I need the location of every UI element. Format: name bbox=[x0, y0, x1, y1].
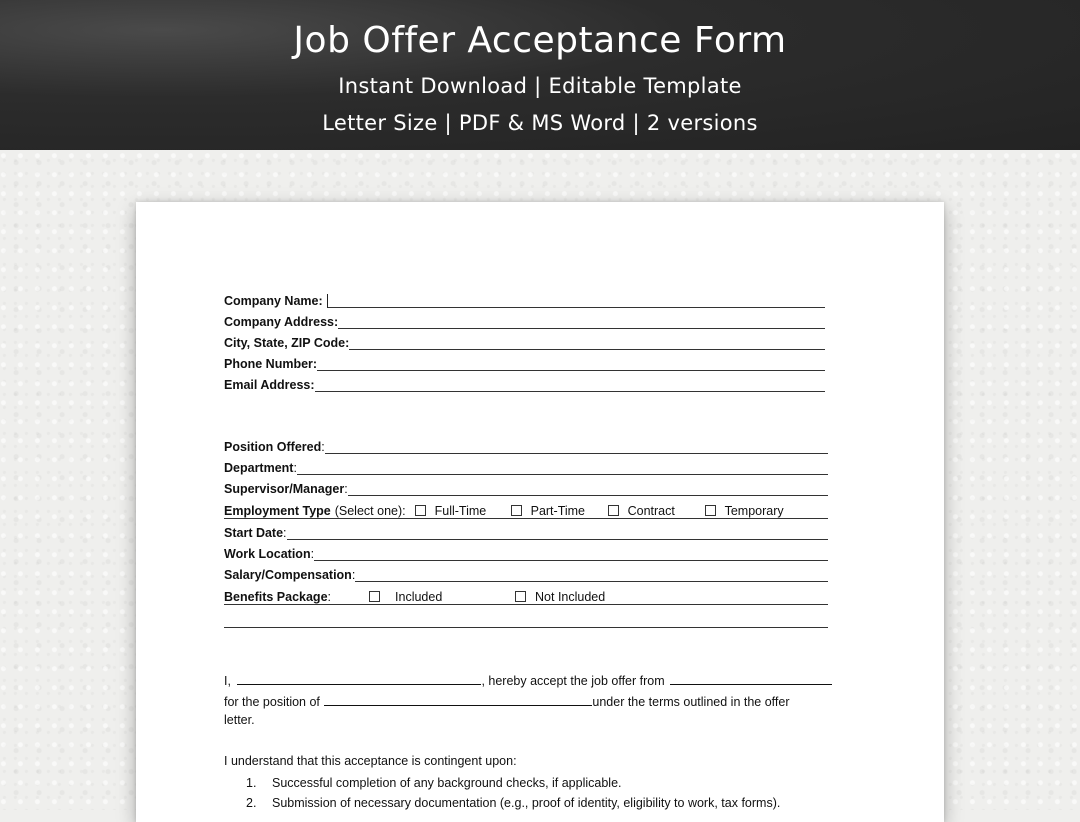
option-not-included[interactable] bbox=[515, 590, 605, 604]
colon: : bbox=[310, 547, 315, 561]
option-contract[interactable] bbox=[608, 504, 705, 518]
company-address-field[interactable] bbox=[338, 314, 825, 329]
start-date-field[interactable] bbox=[287, 525, 828, 540]
checkbox-icon[interactable] bbox=[369, 591, 380, 602]
option-included[interactable] bbox=[369, 590, 515, 604]
city-state-zip-label: City, State, ZIP Code: bbox=[224, 336, 350, 350]
position-title-field[interactable] bbox=[324, 693, 592, 706]
option-part-time[interactable] bbox=[511, 504, 608, 518]
benefits-row bbox=[224, 586, 828, 605]
supervisor-label: Supervisor/Manager bbox=[224, 482, 345, 496]
option-label: Temporary bbox=[724, 504, 784, 518]
condition-item bbox=[246, 776, 622, 790]
contingent-heading: I understand that this acceptance is contingent upon: bbox=[224, 754, 517, 768]
work-location-row bbox=[224, 543, 828, 561]
condition-text: Successful completion of any background checks, if applicable. bbox=[272, 776, 622, 790]
colon: : bbox=[321, 440, 325, 454]
acceptance-line-2 bbox=[224, 693, 790, 709]
checkbox-icon[interactable] bbox=[511, 505, 522, 516]
city-state-zip-row bbox=[224, 332, 825, 350]
option-label: Included bbox=[395, 590, 443, 604]
email-address-field[interactable] bbox=[315, 377, 825, 392]
supervisor-row bbox=[224, 478, 828, 496]
position-offered-label: Position Offered bbox=[224, 440, 322, 454]
work-location-label: Work Location bbox=[224, 547, 311, 561]
option-label: Part-Time bbox=[530, 504, 586, 518]
start-date-label: Start Date bbox=[224, 526, 284, 540]
banner-subtitle-2: Letter Size | PDF & MS Word | 2 versions bbox=[322, 111, 758, 135]
phone-number-label: Phone Number: bbox=[224, 357, 318, 371]
option-temporary[interactable] bbox=[705, 504, 784, 518]
option-label: Full-Time bbox=[434, 504, 487, 518]
company-name-field[interactable] bbox=[328, 293, 825, 308]
acceptance-line-3: letter. bbox=[224, 713, 255, 727]
department-row bbox=[224, 457, 828, 475]
acceptance-i: I, bbox=[224, 674, 231, 688]
select-one-hint: (Select one): bbox=[334, 504, 406, 518]
acceptance-line-1 bbox=[224, 672, 832, 688]
for-position-text: for the position of bbox=[224, 695, 320, 709]
checkbox-icon[interactable] bbox=[415, 505, 426, 516]
email-address-label: Email Address: bbox=[224, 378, 315, 392]
checkbox-icon[interactable] bbox=[515, 591, 526, 602]
salary-label: Salary/Compensation bbox=[224, 568, 352, 582]
offering-company-field[interactable] bbox=[670, 672, 832, 685]
under-terms-text: under the terms outlined in the offer bbox=[592, 695, 790, 709]
condition-number: 2. bbox=[246, 796, 257, 810]
banner-subtitle-1: Instant Download | Editable Template bbox=[338, 74, 742, 98]
company-address-row bbox=[224, 311, 825, 329]
colon: : bbox=[351, 568, 356, 582]
salary-row bbox=[224, 564, 828, 582]
benefits-label: Benefits Package bbox=[224, 590, 328, 604]
option-label: Not Included bbox=[535, 590, 606, 604]
banner-title: Job Offer Acceptance Form bbox=[293, 20, 787, 61]
form-document bbox=[136, 202, 944, 822]
condition-item bbox=[246, 796, 780, 810]
employment-type-label: Employment Type bbox=[224, 504, 331, 518]
employee-name-field[interactable] bbox=[237, 672, 481, 685]
company-name-label: Company Name: bbox=[224, 294, 323, 308]
colon: : bbox=[283, 526, 287, 540]
option-label: Contract bbox=[627, 504, 675, 518]
salary-field[interactable] bbox=[355, 567, 828, 582]
department-label: Department bbox=[224, 461, 294, 475]
city-state-zip-field[interactable] bbox=[349, 335, 825, 350]
option-full-time[interactable] bbox=[415, 504, 511, 518]
header-banner bbox=[0, 0, 1080, 150]
condition-text: Submission of necessary documentation (e.g., proof of identity, eligibility to work, tax forms). bbox=[272, 796, 781, 810]
acceptance-hereby-text: , hereby accept the job offer from bbox=[481, 674, 665, 688]
company-address-label: Company Address: bbox=[224, 315, 339, 329]
phone-number-field[interactable] bbox=[317, 356, 825, 371]
colon: : bbox=[344, 482, 348, 496]
position-offered-field[interactable] bbox=[325, 439, 828, 454]
supervisor-field[interactable] bbox=[348, 481, 828, 496]
employment-type-row bbox=[224, 500, 828, 519]
extra-blank-line[interactable] bbox=[224, 627, 828, 628]
phone-number-row bbox=[224, 353, 825, 371]
checkbox-icon[interactable] bbox=[608, 505, 619, 516]
colon: : bbox=[327, 590, 332, 604]
email-address-row bbox=[224, 374, 825, 392]
company-name-row bbox=[224, 290, 825, 308]
position-offered-row bbox=[224, 436, 828, 454]
start-date-row bbox=[224, 522, 828, 540]
work-location-field[interactable] bbox=[314, 546, 828, 561]
condition-number: 1. bbox=[246, 776, 257, 790]
checkbox-icon[interactable] bbox=[705, 505, 716, 516]
department-field[interactable] bbox=[297, 460, 828, 475]
colon: : bbox=[293, 461, 297, 475]
